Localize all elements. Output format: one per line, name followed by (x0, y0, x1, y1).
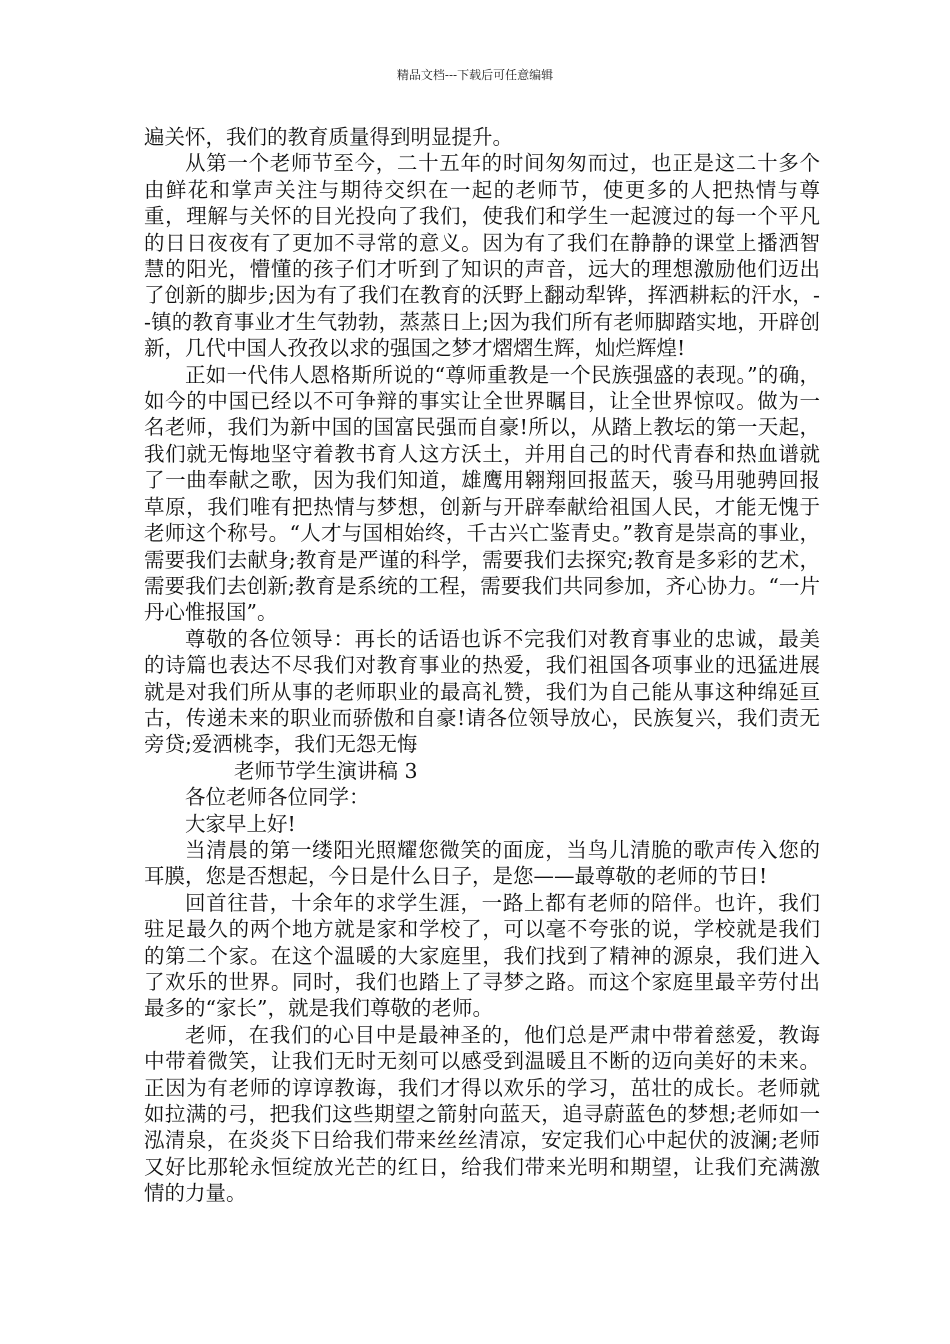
greeting-line: 各位老师各位同学： (185, 785, 370, 810)
greeting-line: 大家早上好! (185, 811, 296, 836)
paragraph: 回首往昔，十余年的求学生涯，一路上都有老师的陪伴。也许，我们驻足最久的两个地方就是家和学校了，可以毫不夸张的说，学校就是我们的第二个家。在这个温暖的大家庭里，我们找到了精神的源泉，我们进入了欢乐的世界。同时，我们也踏上了寻梦之路。而这个家庭里最辛劳付出最多的“家长”，就是我们尊敬的老师。 (144, 890, 820, 1021)
paragraph: 正如一代伟人恩格斯所说的“尊师重教是一个民族强盛的表现。”的确，如今的中国已经以不可争辩的事实让全世界瞩目，让全世界惊叹。做为一名老师，我们为新中国的国富民强而自豪!所以，从踏上教坛的第一天起，我们就无悔地坚守着教书育人这方沃土，并用自己的时代青春和热血谱就了一曲奉献之歌，因为我们知道，雄鹰用翱翔回报蓝天，骏马用驰骋回报草原，我们唯有把热情与梦想，创新与开辟奉献给祖国人民，才能无愧于老师这个称号。“人才与国相始终，千古兴亡鉴青史。”教育是崇高的事业，需要我们去献身;教育是严谨的科学，需要我们去探究;教育是多彩的艺术，需要我们去创新;教育是系统的工程，需要我们共同参加，齐心协力。“一片丹心惟报国”。 (144, 362, 820, 625)
document-body (144, 124, 820, 1207)
paragraph: 从第一个老师节至今，二十五年的时间匆匆而过，也正是这二十多个由鲜花和掌声关注与期待交织在一起的老师节，使更多的人把热情与尊重，理解与关怀的目光投向了我们，使我们和学生一起渡过的每一个平凡的日日夜夜有了更加不寻常的意义。因为有了我们在静静的课堂上播洒智慧的阳光，懵懂的孩子们才听到了知识的声音，远大的理想激励他们迈出了创新的脚步;因为有了我们在教育的沃野上翻动犁铧，挥洒耕耘的汗水，--镇的教育事业才生气勃勃，蒸蒸日上;因为我们所有老师脚踏实地，开辟创新，几代中国人孜孜以求的强国之梦才熠熠生辉，灿烂辉煌! (144, 151, 820, 361)
section-title: 老师节学生演讲稿 3 (234, 758, 418, 783)
paragraph: 尊敬的各位领导：再长的话语也诉不完我们对教育事业的忠诚，最美的诗篇也表达不尽我们对教育事业的热爱，我们祖国各项事业的迅猛进展就是对我们所从事的老师职业的最高礼赞，我们为自己能从事这种绵延亘古，传递未来的职业而骄傲和自豪!请各位领导放心，民族复兴，我们责无旁贷;爱洒桃李，我们无怨无悔 (144, 626, 820, 757)
paragraph: 当清晨的第一缕阳光照耀您微笑的面庞，当鸟儿清脆的歌声传入您的耳膜，您是否想起，今日是什么日子，是您——最尊敬的老师的节日! (144, 837, 820, 889)
page-header: 精品文档---下载后可任意编辑 (396, 68, 554, 82)
paragraph-continued: 遍关怀，我们的教育质量得到明显提升。 (144, 125, 513, 149)
paragraph: 老师，在我们的心目中是最神圣的，他们总是严肃中带着慈爱，教诲中带着微笑，让我们无时无刻可以感受到温暖且不断的迈向美好的未来。正因为有老师的谆谆教诲，我们才得以欢乐的学习，茁壮的成长。老师就如拉满的弓，把我们这些期望之箭射向蓝天，追寻蔚蓝色的梦想;老师如一泓清泉，在炎炎下日给我们带来丝丝清凉，安定我们心中起伏的波澜;老师又好比那轮永恒绽放光芒的红日，给我们带来光明和期望，让我们充满激情的力量。 (144, 1022, 820, 1206)
